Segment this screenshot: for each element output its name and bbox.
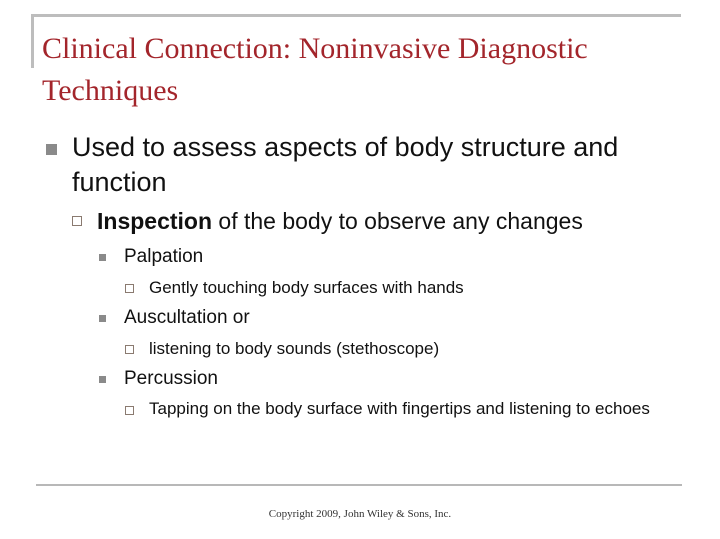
inspection-description: of the body to observe any changes [212,208,583,234]
bullet-percussion-detail: Tapping on the body surface with fingertips and listening to echoes [149,399,650,418]
hollow-square-bullet-icon [72,216,82,226]
copyright-footer: Copyright 2009, John Wiley & Sons, Inc. [268,508,452,520]
bullet-main: Used to assess aspects of body structure and function [72,132,619,197]
square-bullet-icon [99,254,106,261]
square-bullet-icon [99,376,106,383]
bullet-palpation-detail: Gently touching body surfaces with hands [149,278,464,297]
bullet-inspection [97,205,697,237]
bullet-palpation: Palpation [124,246,204,267]
slide-title: Clinical Connection: Noninvasive Diagnostic Techniques [42,32,588,107]
bullet-auscultation: Auscultation or [124,307,250,328]
hollow-square-bullet-icon [125,345,134,354]
square-bullet-icon [46,144,57,155]
square-bullet-icon [99,315,106,322]
hollow-square-bullet-icon [125,284,134,293]
inspection-term: Inspection [97,208,213,234]
footer-rule [36,484,682,486]
bullet-auscultation-detail: listening to body sounds (stethoscope) [149,339,440,358]
hollow-square-bullet-icon [125,406,134,415]
bullet-percussion: Percussion [124,368,218,389]
